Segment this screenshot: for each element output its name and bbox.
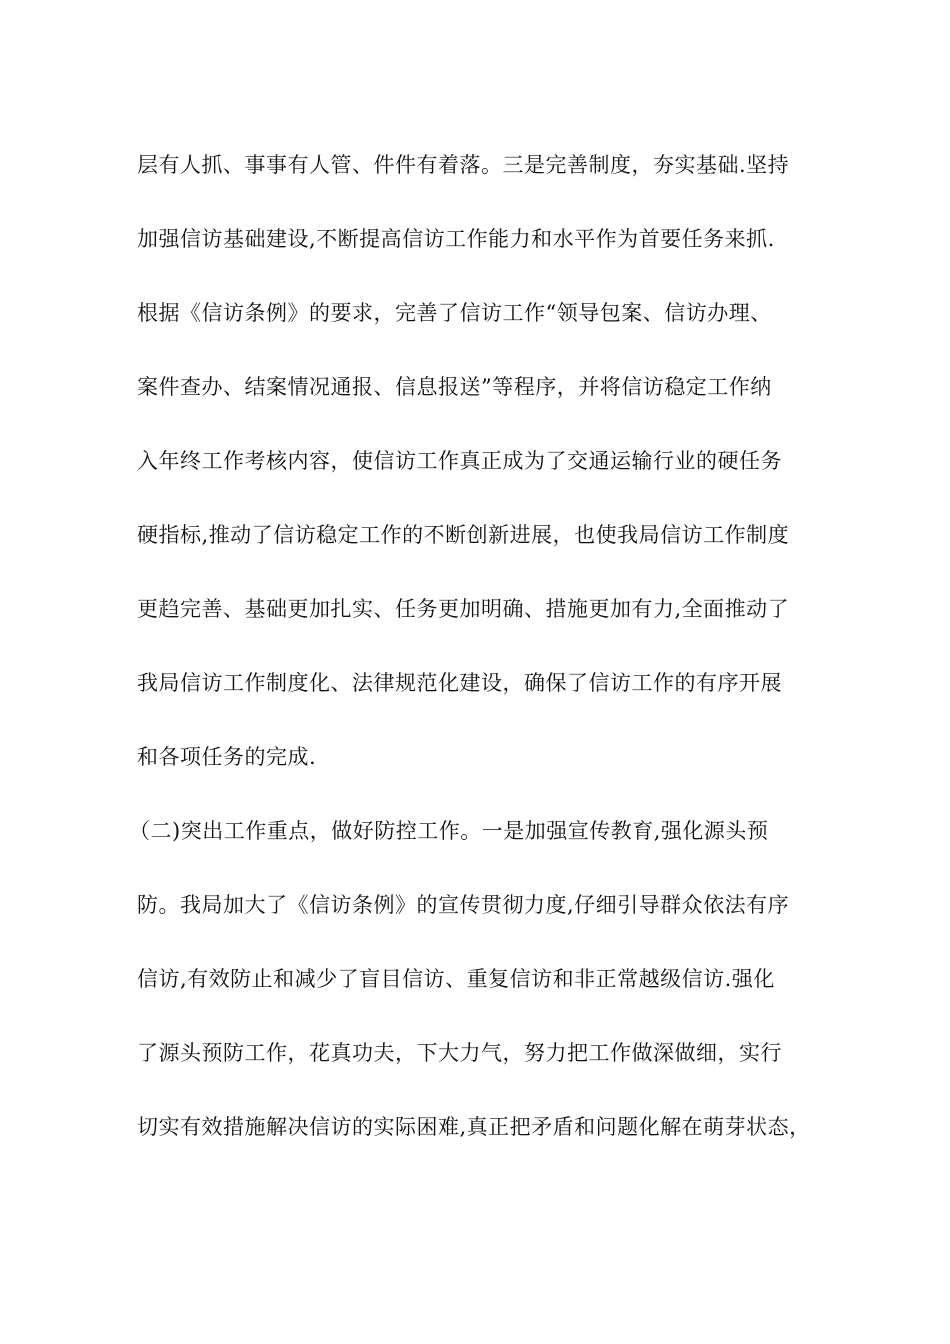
text-line: 信访,有效防止和减少了盲目信访、重复信访和非正常越级信访.强化 [137,967,775,991]
text-line: 根据《信访条例》的要求，完善了信访工作“领导包案、信访办理、 [137,301,772,325]
body-text [129,143,827,1179]
text-line: 防。我局加大了《信访条例》的宣传贯彻力度,仔细引导群众依法有序 [137,893,790,917]
text-line: 加强信访基础建设,不断提高信访工作能力和水平作为首要任务来抓. [137,227,775,251]
text-line: 更趋完善、基础更加扎实、任务更加明确、措施更加有力,全面推动了 [137,597,790,621]
section-heading-line: （二)突出工作重点，做好防控工作。一是加强宣传教育,强化源头预 [129,819,769,843]
text-line: 和各项任务的完成. [137,745,317,769]
text-line: 案件查办、结案情况通报、信息报送”等程序，并将信访稳定工作纳 [137,375,772,399]
text-line: 入年终工作考核内容，使信访工作真正成为了交通运输行业的硬任务 [137,449,782,473]
text-line: 层有人抓、事事有人管、件件有着落。三是完善制度，夯实基础.坚持 [137,153,790,177]
text-line: 切实有效措施解决信访的实际困难,真正把矛盾和问题化解在萌芽状态， [137,1115,811,1139]
text-line: 硬指标,推动了信访稳定工作的不断创新进展，也使我局信访工作制度 [137,523,790,547]
text-line: 了源头预防工作，花真功夫，下大力气，努力把工作做深做细，实行 [137,1041,782,1065]
text-line: 我局信访工作制度化、法律规范化建设，确保了信访工作的有序开展 [137,671,782,695]
